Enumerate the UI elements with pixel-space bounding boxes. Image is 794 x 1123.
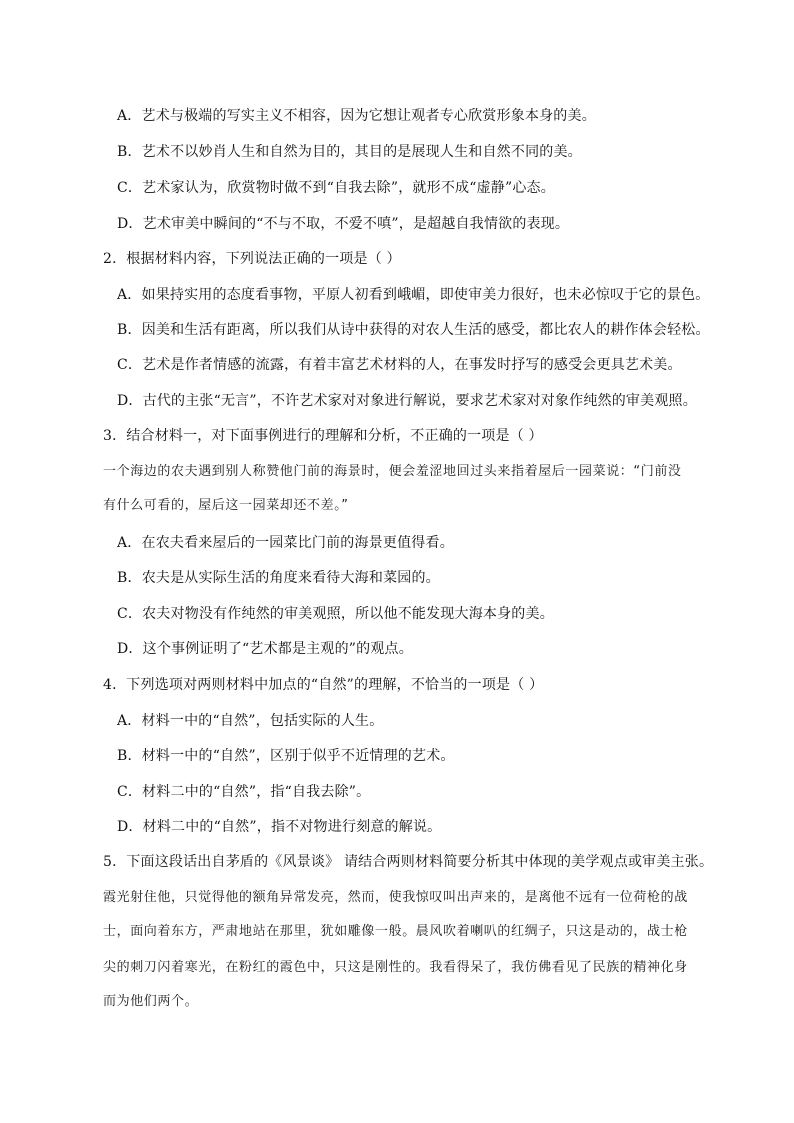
q5-quote-line-1: 霞光射住他，只觉得他的额角异常发亮，然而，使我惊叹叫出声来的，是离他不远有一位荷枪的战 [103, 890, 688, 905]
q1-option-d: D．艺术审美中瞬间的“不与不取，不爱不嗔”，是超越自我情欲的表现。 [117, 216, 570, 232]
q4-stem: 4．下列选项对两则材料中加点的“自然”的理解，不恰当的一项是（ ） [103, 677, 544, 693]
q2-option-a: A．如果持实用的态度看事物，平原人初看到峨嵋，即使审美力很好，也未必惊叹于它的景色。 [117, 287, 710, 303]
q3-quote-line-1: 一个海边的农夫遇到别人称赞他门前的海景时，便会羞涩地回过头来指着屋后一园菜说：“门前没 [103, 464, 682, 479]
q4-option-b: B．材料一中的“自然”，区别于似乎不近情理的艺术。 [117, 748, 455, 764]
q1-option-a: A．艺术与极端的写实主义不相容，因为它想让观者专心欣赏形象本身的美。 [117, 108, 596, 124]
q3-option-a: A．在农夫看来屋后的一园菜比门前的海景更值得看。 [117, 535, 454, 551]
q5-quote-line-4: 而为他们两个。 [103, 994, 199, 1009]
q5-quote-line-2: 士，面向着东方，严肃地站在那里，犹如雕像一般。晨风吹着喇叭的红绸子，只这是动的，战士枪 [103, 924, 688, 939]
q1-option-c: C．艺术家认为，欣赏物时做不到“自我去除”，就形不成“虚静”心态。 [117, 180, 555, 196]
q4-option-c: C．材料二中的“自然”，指“自我去除”。 [117, 784, 371, 800]
q2-stem: 2．根据材料内容，下列说法正确的一项是（ ） [103, 251, 401, 267]
q3-option-d: D．这个事例证明了“艺术都是主观的”的观点。 [117, 641, 413, 657]
q3-quote-line-2: 有什么可看的，屋后这一园菜却还不差。” [103, 498, 349, 513]
q3-option-c: C．农夫对物没有作纯然的审美观照，所以他不能发现大海本身的美。 [117, 606, 554, 622]
q3-stem: 3．结合材料一，对下面事例进行的理解和分析，不正确的一项是（ ） [103, 428, 543, 444]
q2-option-b: B．因美和生活有距离，所以我们从诗中获得的对农人生活的感受，都比农人的耕作体会轻松。 [117, 322, 710, 338]
q5-stem: 5．下面这段话出自茅盾的《风景谈》 请结合两则材料简要分析其中体现的美学观点或审美主张。 [103, 854, 714, 870]
q2-option-d: D．古代的主张“无言”，不许艺术家对对象进行解说，要求艺术家对对象作纯然的审美观照。 [117, 393, 697, 409]
q1-option-b: B．艺术不以妙肖人生和自然为目的，其目的是展现人生和自然不同的美。 [117, 144, 582, 160]
q2-option-c: C．艺术是作者情感的流露，有着丰富艺术材料的人，在事发时抒写的感受会更具艺术美。 [117, 357, 682, 373]
q3-option-b: B．农夫是从实际生活的角度来看待大海和菜园的。 [117, 570, 440, 586]
q5-quote-line-3: 尖的刺刀闪着寒光，在粉红的霞色中，只这是刚性的。我看得呆了，我仿佛看见了民族的精神化身 [103, 960, 688, 975]
q4-option-a: A．材料一中的“自然”，包括实际的人生。 [117, 713, 384, 729]
q4-option-d: D．材料二中的“自然”，指不对物进行刻意的解说。 [117, 819, 442, 835]
